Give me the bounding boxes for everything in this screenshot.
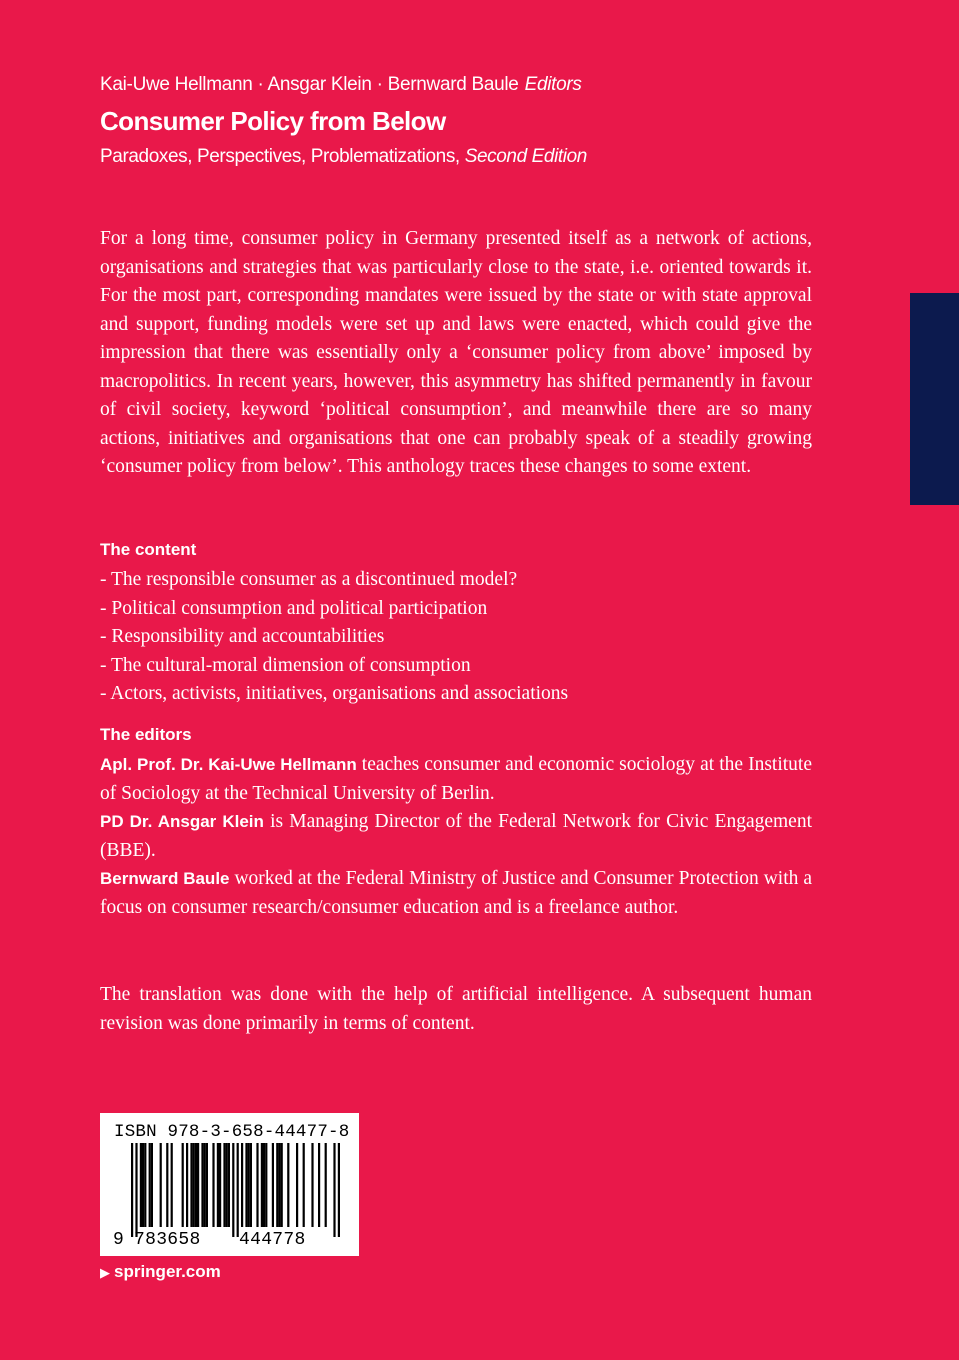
barcode-bar: [193, 1143, 195, 1227]
barcode-bar: [281, 1143, 283, 1227]
barcode-bar: [144, 1143, 146, 1227]
springer-link[interactable]: [100, 1262, 221, 1282]
barcode-digits-left: 783658: [134, 1230, 201, 1250]
barcode-bar: [217, 1143, 219, 1227]
springer-website: springer.com: [114, 1262, 221, 1281]
content-list: [100, 566, 812, 709]
spine-color-tab: [910, 293, 959, 505]
barcode-bar: [166, 1143, 168, 1227]
edition-label: Second Edition: [464, 146, 587, 167]
barcode-bar: [197, 1143, 199, 1227]
barcode-bar: [140, 1143, 142, 1227]
barcode-bar: [263, 1143, 265, 1227]
editors-role: Editors: [524, 74, 582, 95]
editor-name: Apl. Prof. Dr. Kai-Uwe Hellmann: [100, 755, 357, 774]
editor-name: PD Dr. Ansgar Klein: [100, 812, 264, 831]
barcode-digit-first: 9: [113, 1230, 124, 1250]
content-heading: The content: [100, 540, 197, 559]
translation-note: The translation was done with the help of artificial intelligence. A subsequent human revision was done primarily in terms of content.: [100, 984, 812, 1034]
barcode-bar: [333, 1143, 335, 1237]
barcode-bar: [135, 1143, 137, 1237]
list-item: - Actors, activists, initiatives, organisations and associations: [100, 683, 569, 704]
list-item: - Responsibility and accountabilities: [100, 626, 385, 647]
barcode-bar: [278, 1143, 280, 1227]
editors-heading: The editors: [100, 725, 192, 744]
barcode-bar: [303, 1143, 305, 1227]
editor-bio-klein: [100, 808, 812, 865]
isbn-barcode: [100, 1113, 359, 1256]
barcode-bar: [338, 1143, 340, 1237]
barcode-bar: [311, 1143, 313, 1227]
barcode-bar: [206, 1143, 208, 1227]
editor-name: Bernward Baule: [100, 869, 230, 888]
blurb-paragraph: For a long time, consumer policy in Germany presented itself as a network of actions, organisations and strategies that was particularly close to the state, i.e. oriented towards it. For the most part, corresponding mandates were issued by the state or with state approval and support, funding models were set up and laws were enacted, which could give the impression that there was essentially only a ‘consumer policy from above’ imposed by macropolitics. In recent years, however, this asymmetry has shifted permanently in favour of civil society, keyword ‘political consumption’, and meanwhile there are so many actions, initiatives and organisations that one can probably speak of a steadily growing ‘consumer policy from below’. This anthology traces these changes to some extent.: [100, 228, 812, 477]
barcode-bar: [219, 1143, 221, 1227]
barcode-bar: [204, 1143, 206, 1227]
barcode-digits-right: 444778: [239, 1230, 306, 1250]
barcode-bar: [190, 1143, 192, 1227]
book-subtitle: [100, 146, 587, 168]
barcode-bar: [318, 1143, 320, 1227]
barcode-bar: [212, 1143, 214, 1227]
barcode-bar: [223, 1143, 225, 1227]
editor-bio-baule: [100, 865, 812, 922]
barcode-bar: [226, 1143, 228, 1227]
barcode-bar: [261, 1143, 263, 1227]
barcode-bar: [232, 1143, 234, 1237]
list-item: - Political consumption and political participation: [100, 597, 488, 619]
barcode-bar: [250, 1143, 252, 1227]
barcode-bar: [272, 1143, 274, 1227]
isbn-label: ISBN 978-3-658-44477-8: [114, 1122, 350, 1142]
list-item: - The responsible consumer as a discontinued model?: [100, 569, 518, 590]
editors-line: [100, 74, 582, 96]
barcode-bar: [131, 1143, 133, 1237]
barcode-bar: [195, 1143, 197, 1227]
barcode-bar: [182, 1143, 184, 1227]
barcode-bar: [325, 1143, 327, 1227]
barcode-bar: [160, 1143, 162, 1227]
editor-bio-text: worked at the Federal Ministry of Justice and Consumer Protection with a focus on consumer research/consumer education and is a freelance author.: [100, 868, 812, 918]
editor-bio-hellmann: [100, 751, 812, 808]
barcode-bar: [228, 1143, 230, 1227]
barcode-bar: [287, 1143, 289, 1227]
list-item: - The cultural-moral dimension of consumption: [100, 654, 471, 676]
editor-bio-text: is Managing Director of the Federal Network for Civic Engagement (BBE).: [100, 811, 812, 861]
arrow-right-icon: ▶: [100, 1265, 110, 1280]
editors-names: Kai-Uwe Hellmann · Ansgar Klein · Bernward Baule: [100, 74, 519, 95]
barcode-bar: [149, 1143, 151, 1227]
barcode-bar: [265, 1143, 267, 1227]
barcode-bar: [151, 1143, 153, 1227]
barcode-bar: [241, 1143, 243, 1227]
barcode-bar: [237, 1143, 239, 1237]
barcode-bar: [171, 1143, 173, 1227]
barcode-bar: [245, 1143, 247, 1227]
book-title: Consumer Policy from Below: [100, 106, 446, 136]
editor-bio-text: teaches consumer and economic sociology at the Institute of Sociology at the Technical University of Berlin.: [100, 754, 812, 804]
barcode-bar: [201, 1143, 203, 1227]
editor-bios: [100, 751, 812, 922]
barcode-bar: [186, 1143, 188, 1227]
barcode-bar: [276, 1143, 278, 1227]
barcode-bar: [296, 1143, 298, 1227]
subtitle-text: Paradoxes, Perspectives, Problematizations,: [100, 146, 460, 167]
barcode-bar: [248, 1143, 250, 1227]
barcode-bar: [256, 1143, 258, 1227]
barcode-bar: [142, 1143, 144, 1227]
